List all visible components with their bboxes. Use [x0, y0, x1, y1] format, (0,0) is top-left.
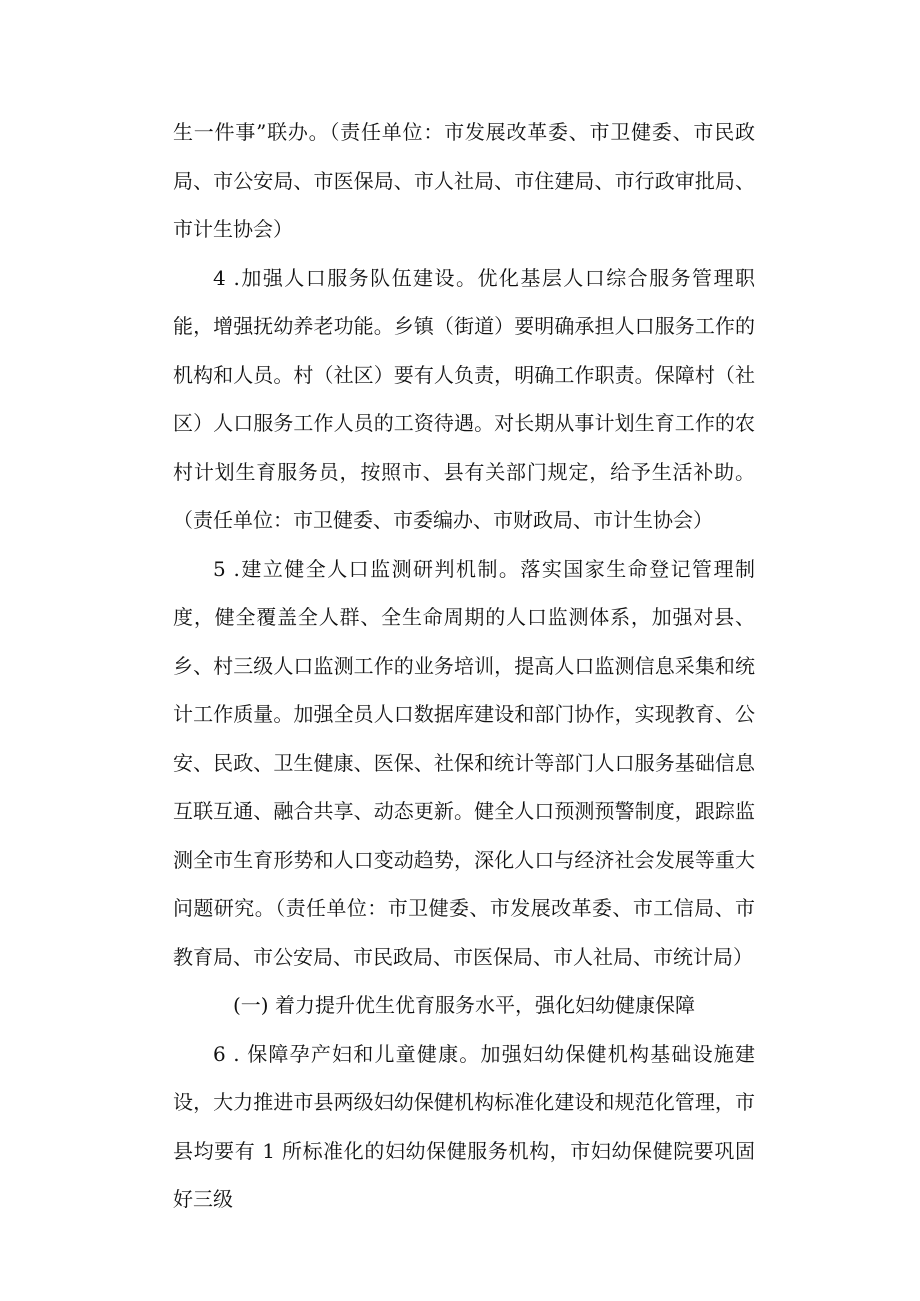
paragraph-item-6: 6 . 保障孕产妇和儿童健康。加强妇幼保健机构基础设施建设，大力推进市县两级妇幼保健机构标准化建设和规范化管理，市县均要有 1 所标准化的妇幼保健服务机构，市妇幼保健院要巩固好三级 [173, 1041, 755, 1211]
document-body [173, 108, 755, 1224]
paragraph-continuation: 生一件事”联办。（责任单位：市发展改革委、市卫健委、市民政局、市公安局、市医保局、市人社局、市住建局、市行政审批局、市计生协会） [173, 120, 755, 241]
paragraph-item-4: 4 .加强人口服务队伍建设。优化基层人口综合服务管理职能，增强抚幼养老功能。乡镇（街道）要明确承担人口服务工作的机构和人员。村（社区）要有人负责，明确工作职责。保障村（社区）人口服务工作人员的工资待遇。对长期从事计划生育工作的农村计划生育服务员，按照市、县有关部门规定，给予生活补助。（责任单位：市卫健委、市委编办、市财政局、市计生协会） [173, 265, 755, 532]
paragraph-item-5: 5 .建立健全人口监测研判机制。落实国家生命登记管理制度，健全覆盖全人群、全生命周期的人口监测体系，加强对县、乡、村三级人口监测工作的业务培训，提高人口监测信息采集和统计工作质量。加强全员人口数据库建设和部门协作，实现教育、公安、民政、卫生健康、医保、社保和统计等部门人口服务基础信息互联互通、融合共享、动态更新。健全人口预测预警制度，跟踪监测全市生育形势和人口变动趋势，深化人口与经济社会发展等重大问题研究。（责任单位：市卫健委、市发展改革委、市工信局、市教育局、市公安局、市民政局、市医保局、市人社局、市统计局） [173, 556, 755, 969]
section-heading: (一) 着力提升优生优育服务水平，强化妇幼健康保障 [233, 993, 695, 1017]
